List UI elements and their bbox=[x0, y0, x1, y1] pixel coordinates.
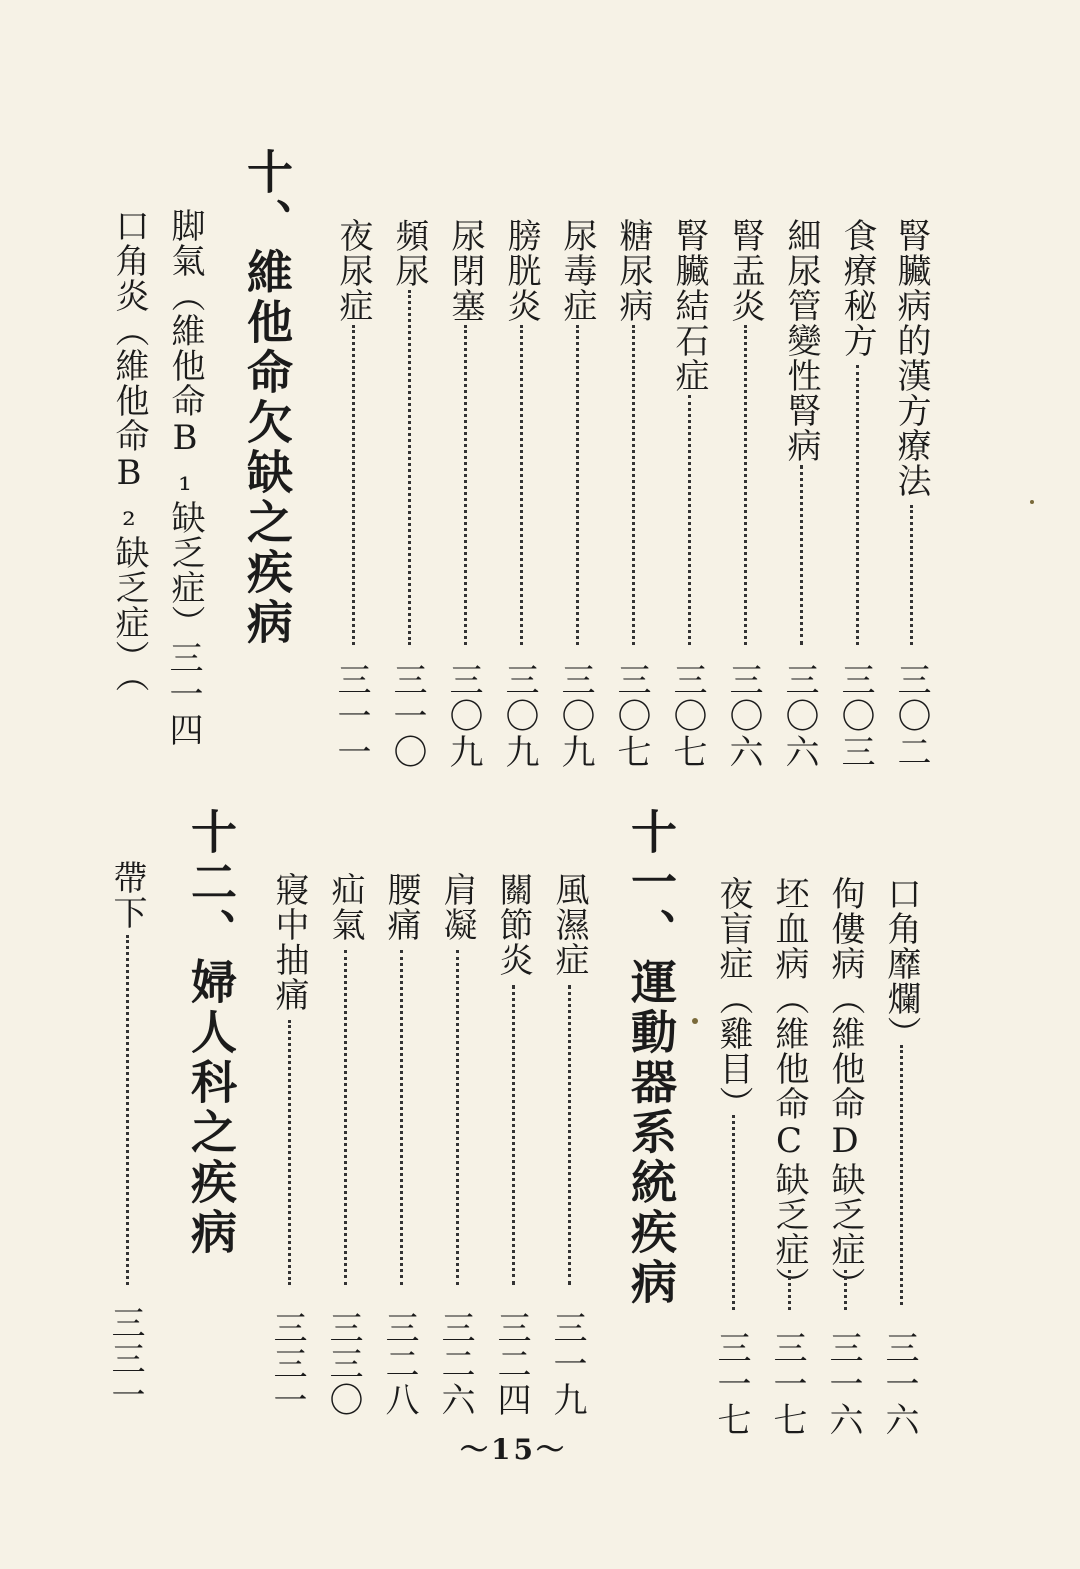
dot-leader bbox=[856, 365, 859, 645]
dot-leader bbox=[400, 950, 403, 1285]
toc-entry-page: 三三一 bbox=[105, 1305, 145, 1413]
dot-leader bbox=[408, 290, 411, 645]
toc-entry-page: 三〇九 bbox=[443, 662, 483, 770]
toc-entry-title: 糖尿病 bbox=[613, 218, 653, 323]
toc-entry-title: 風濕症 bbox=[549, 872, 589, 977]
toc-entry-page: 三〇九 bbox=[555, 662, 595, 770]
dot-leader bbox=[632, 325, 635, 645]
toc-entry-page: 三一六 bbox=[879, 1330, 919, 1438]
dot-leader bbox=[732, 1115, 735, 1310]
dot-leader bbox=[512, 985, 515, 1285]
toc-entry-title: 尿毒症 bbox=[557, 218, 597, 323]
toc-entry-page: 三〇七 bbox=[667, 662, 707, 770]
section-heading-11: 十一、運動器系統疾病 bbox=[624, 808, 678, 1308]
toc-entry-page: 三〇九 bbox=[499, 662, 539, 770]
toc-entry-title: 肩凝 bbox=[437, 872, 477, 942]
toc-entry-page: 三一九 bbox=[547, 1310, 587, 1418]
toc-entry-page: 三一七 bbox=[711, 1330, 751, 1438]
toc-entry-title: 食療秘方 bbox=[837, 218, 877, 358]
dot-leader bbox=[576, 325, 579, 645]
toc-entry-title: 口角靡爛） bbox=[881, 876, 921, 1051]
toc-entry-page: 三一〇 bbox=[387, 662, 427, 770]
dot-leader bbox=[464, 325, 467, 645]
toc-entry-title: 脚氣（維他命B₁缺乏症） bbox=[165, 208, 205, 640]
toc-entry-title: 腎臟結石症 bbox=[669, 218, 709, 393]
toc-entry-title: 尿閉塞 bbox=[445, 218, 485, 323]
dot-leader bbox=[688, 395, 691, 645]
toc-entry-page: 三一四 bbox=[163, 640, 203, 748]
dot-leader bbox=[568, 985, 571, 1285]
toc-entry-title: 細尿管變性腎病 bbox=[781, 218, 821, 463]
paper-speck bbox=[1030, 500, 1034, 504]
dot-leader bbox=[788, 1270, 791, 1310]
page-number: ～15～ bbox=[460, 1433, 567, 1466]
paper-speck bbox=[692, 1018, 698, 1024]
toc-entry-page: 三〇六 bbox=[779, 662, 819, 770]
dot-leader bbox=[352, 325, 355, 645]
dot-leader bbox=[520, 325, 523, 645]
dot-leader bbox=[800, 465, 803, 645]
dot-leader bbox=[344, 950, 347, 1285]
dot-leader bbox=[456, 950, 459, 1285]
toc-entry-title: 佝僂病（維他命D缺乏症） bbox=[825, 876, 865, 1302]
toc-entry-page: 三一六 bbox=[823, 1330, 863, 1438]
toc-entry-title: 坯血病（維他命C缺乏症） bbox=[769, 876, 809, 1302]
toc-entry-page: 三二四 bbox=[491, 1310, 531, 1418]
dot-leader bbox=[744, 325, 747, 645]
toc-entry-page: 三〇六 bbox=[723, 662, 763, 770]
toc-entry-title: 夜尿症 bbox=[333, 218, 373, 323]
toc-entry-title: 腎盂炎 bbox=[725, 218, 765, 323]
toc-entry-page: 三〇七 bbox=[611, 662, 651, 770]
toc-entry-title: 寢中抽痛 bbox=[269, 872, 309, 1012]
toc-entry-page: 三三〇 bbox=[323, 1310, 363, 1418]
toc-entry-page: 三三一 bbox=[267, 1310, 307, 1418]
toc-entry-title: 腰痛 bbox=[381, 872, 421, 942]
toc-entry-title: 夜盲症（雞目） bbox=[713, 876, 753, 1121]
toc-entry-title: 關節炎 bbox=[493, 872, 533, 977]
dot-leader bbox=[900, 1045, 903, 1305]
toc-entry-title: 腎臟病的漢方療法 bbox=[891, 218, 931, 498]
toc-entry-page: 三〇三 bbox=[835, 662, 875, 770]
toc-entry-title: 帶下 bbox=[107, 860, 147, 930]
dot-leader bbox=[844, 1270, 847, 1310]
toc-entry-title: 疝氣 bbox=[325, 872, 365, 942]
dot-leader bbox=[126, 935, 129, 1285]
dot-leader bbox=[910, 505, 913, 645]
toc-entry-page: 三一七 bbox=[767, 1330, 807, 1438]
section-heading-10: 十、維他命欠缺之疾病 bbox=[240, 148, 294, 648]
toc-entry-page: 三二六 bbox=[435, 1310, 475, 1418]
toc-entry-page: 三〇二 bbox=[891, 662, 931, 770]
section-heading-12: 十二、婦人科之疾病 bbox=[184, 808, 238, 1258]
toc-entry-title: 頻尿 bbox=[389, 218, 429, 288]
dot-leader bbox=[288, 1020, 291, 1285]
toc-entry-page: 三一一 bbox=[331, 662, 371, 770]
toc-entry-page: 三二八 bbox=[379, 1310, 419, 1418]
toc-entry-title: 膀胱炎 bbox=[501, 218, 541, 323]
toc-entry-title: 口角炎（維他命B₂缺乏症）（ bbox=[109, 208, 149, 693]
